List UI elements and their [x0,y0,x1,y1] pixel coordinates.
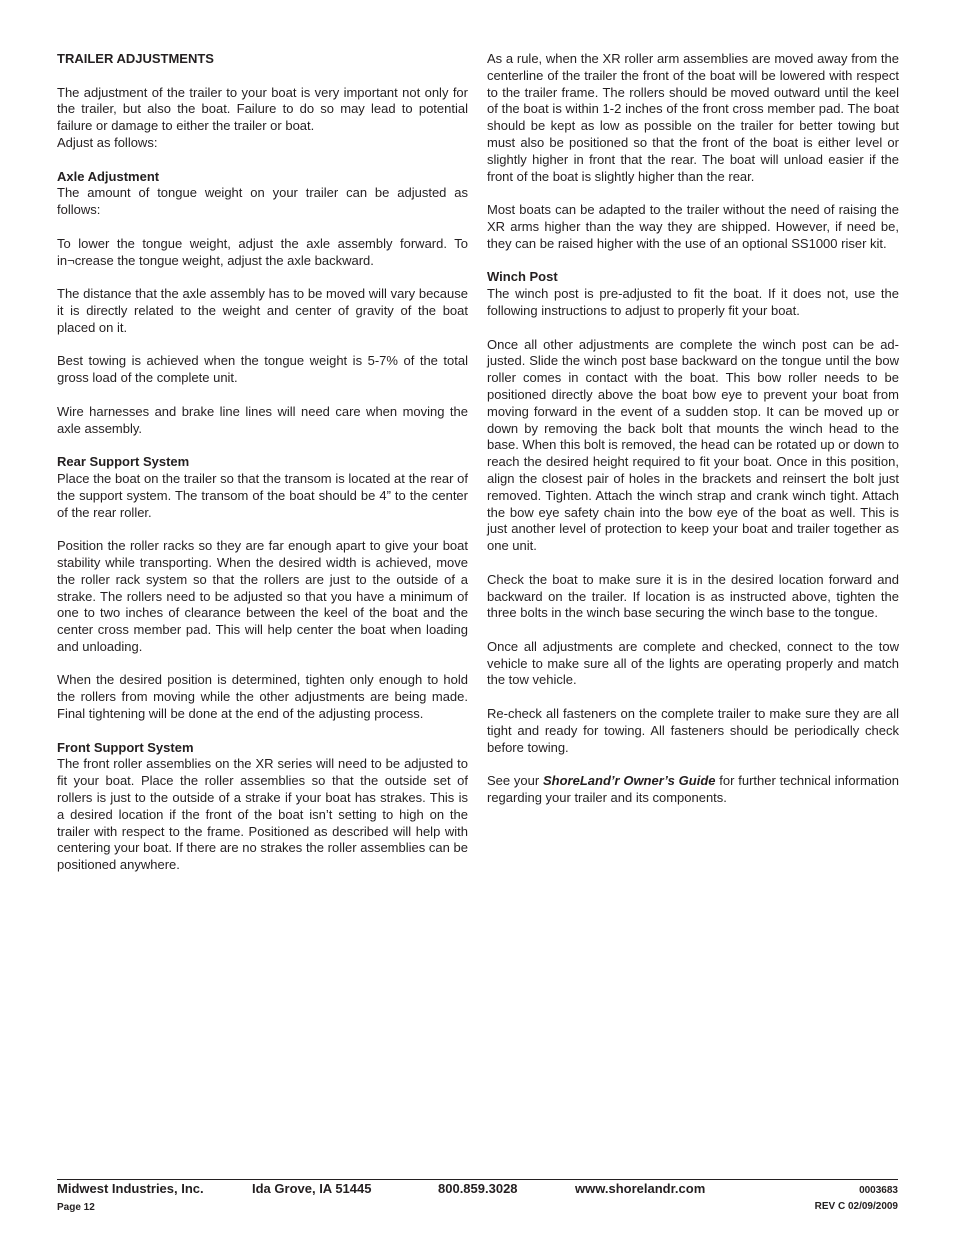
intro-paragraph: The adjustment of the trailer to your boat is very important not only for the trailer, but also the boat. Failure to do so may lead to potential failure or damage to either the trailer or boat. Adjust as follows: [57,84,468,150]
rear-paragraph-3: When the desired position is determined, tighten only enough to hold the rollers from moving while the other adjustments are being made. Final tightening will be done at the end of the adjusting process. [57,672,468,722]
axle-adjustment-title: Axle Adjustment [57,168,160,184]
section-heading: TRAILER ADJUSTMENTS [57,51,214,66]
winch-paragraph-3: Check the boat to make sure it is in the desired location forward and backward on the trailer. If location is as instructed above, tighten the three bolts in the winch base securing the winch base to the tongue. [487,571,899,621]
axle-paragraph-3: The distance that the axle assembly has to be moved will vary because it is directly related to the weight and center of gravity of the boat placed on it. [57,286,468,335]
footer-company: Midwest Industries, Inc. [57,1181,204,1196]
footer-page-number: Page 12 [57,1202,95,1213]
winch-paragraph-5: Re-check all fasteners on the complete trailer to make sure they are all tight and ready for towing. All fasteners should be periodically check before towing. [487,706,899,755]
owners-guide-title: ShoreLand’r Owner’s Guide [542,773,716,789]
footer-phone: 800.859.3028 [438,1181,518,1196]
axle-paragraph-5: Wire harnesses and brake line lines will need care when moving the axle assembly. [57,403,468,436]
rear-paragraph-2: Position the roller racks so they are far enough apart to give your boat stability while transporting. When the desired width is achieved, move the roller rack system so that the rollers are just to the outside of a strake. The rollers need to be adjusted so that you have a minimum of one to two inches of clearance between the keel of the boat and the center cross member pad. This will help center the boat when loading and unloading. [57,538,468,654]
axle-paragraph-1: The amount of tongue weight on your trailer can be adjusted as follows: [57,185,468,218]
winch-paragraph-1: The winch post is pre-adjusted to fit the boat. If it does not, use the following instructions to adjust to properly fit your boat. [487,286,899,318]
rear-support-title: Rear Support System [57,454,190,470]
front-support-title: Front Support System [57,739,194,755]
front-paragraph-1: The front roller assemblies on the XR series will need to be adjusted to fit your boat. Place the roller assemblies so that the outside set of rollers is just to the outside of a strake if your boat has strakes. This is a desired location if the front of the boat isn’t setting to high on the trailer with respect to the frame. Positioned as described will help with centering your boat. If there are no strakes the roller assemblies can be positioned anywhere. [57,756,468,873]
xr-arms-paragraph-2: Most boats can be adapted to the trailer without the need of raising the XR arms higher than the way they are shipped. However, if need be, they can be raised higher with the use of an optional SS1000 riser kit. [487,202,899,251]
footer-revision: REV C 02/09/2009 [814,1201,898,1212]
axle-paragraph-4: Best towing is achieved when the tongue weight is 5-7% of the total gross load of the complete unit. [57,353,468,386]
owners-guide-paragraph: See your ShoreLand’r Owner’s Guide for further technical information regarding your trailer and its components. [487,773,899,806]
footer-doc-number: 0003683 [859,1185,898,1196]
right-column [487,51,899,824]
footer-city: Ida Grove, IA 51445 [252,1181,372,1196]
footer-divider [57,1179,898,1180]
left-column [57,51,468,891]
rear-paragraph-1: Place the boat on the trailer so that the transom is located at the rear of the support system. The transom of the boat should be 4” to the center of the rear roller. [57,470,468,520]
axle-paragraph-2: To lower the tongue weight, adjust the axle assembly forward. To in¬crease the tongue weight, adjust the axle backward. [57,235,468,268]
winch-paragraph-2: Once all other adjustments are complete the winch post can be adjusted. Slide the winch post base backward on the tongue until the bow roller comes in contact with the boat. This bow roller needs to be positioned directly above the boat bow eye to prevent your boat from moving forward in the event of a sudden stop. It can be moved up or down by removing the back bolt that mounts the winch head to the base. When this bolt is removed, the head can be rotated up or down to reach the desired height required to fit your boat. Once in this position, align the closest pair of holes in the brackets and reinsert the bolt just removed. Tighten. Attach the winch strap and crank winch tight. Attach the bow eye safety chain into the bow eye of the boat as well. This is just another level of protection to keep your boat and trailer together as one unit. [487,336,899,554]
xr-arms-paragraph-1: As a rule, when the XR roller arm assemblies are moved away from the centerline of the trailer the front of the boat will be lowered with respect to the trailer frame. The rollers should be moved outward until the keel of the boat is within 1-2 inches of the front cross member pad. The boat should be kept as low as possible on the trailer for better towing but must also be positioned so that the front of the boat is either level or slightly higher in front that the rear. The boat will unload easier if the front of the boat is slightly higher than the rear. [487,51,899,184]
footer-website: www.shorelandr.com [575,1181,706,1196]
winch-paragraph-4: Once all adjustments are complete and checked, connect to the tow vehicle to make sure all of the lights are operating properly and match the tow vehicle. [487,638,899,688]
winch-post-title: Winch Post [487,269,558,285]
